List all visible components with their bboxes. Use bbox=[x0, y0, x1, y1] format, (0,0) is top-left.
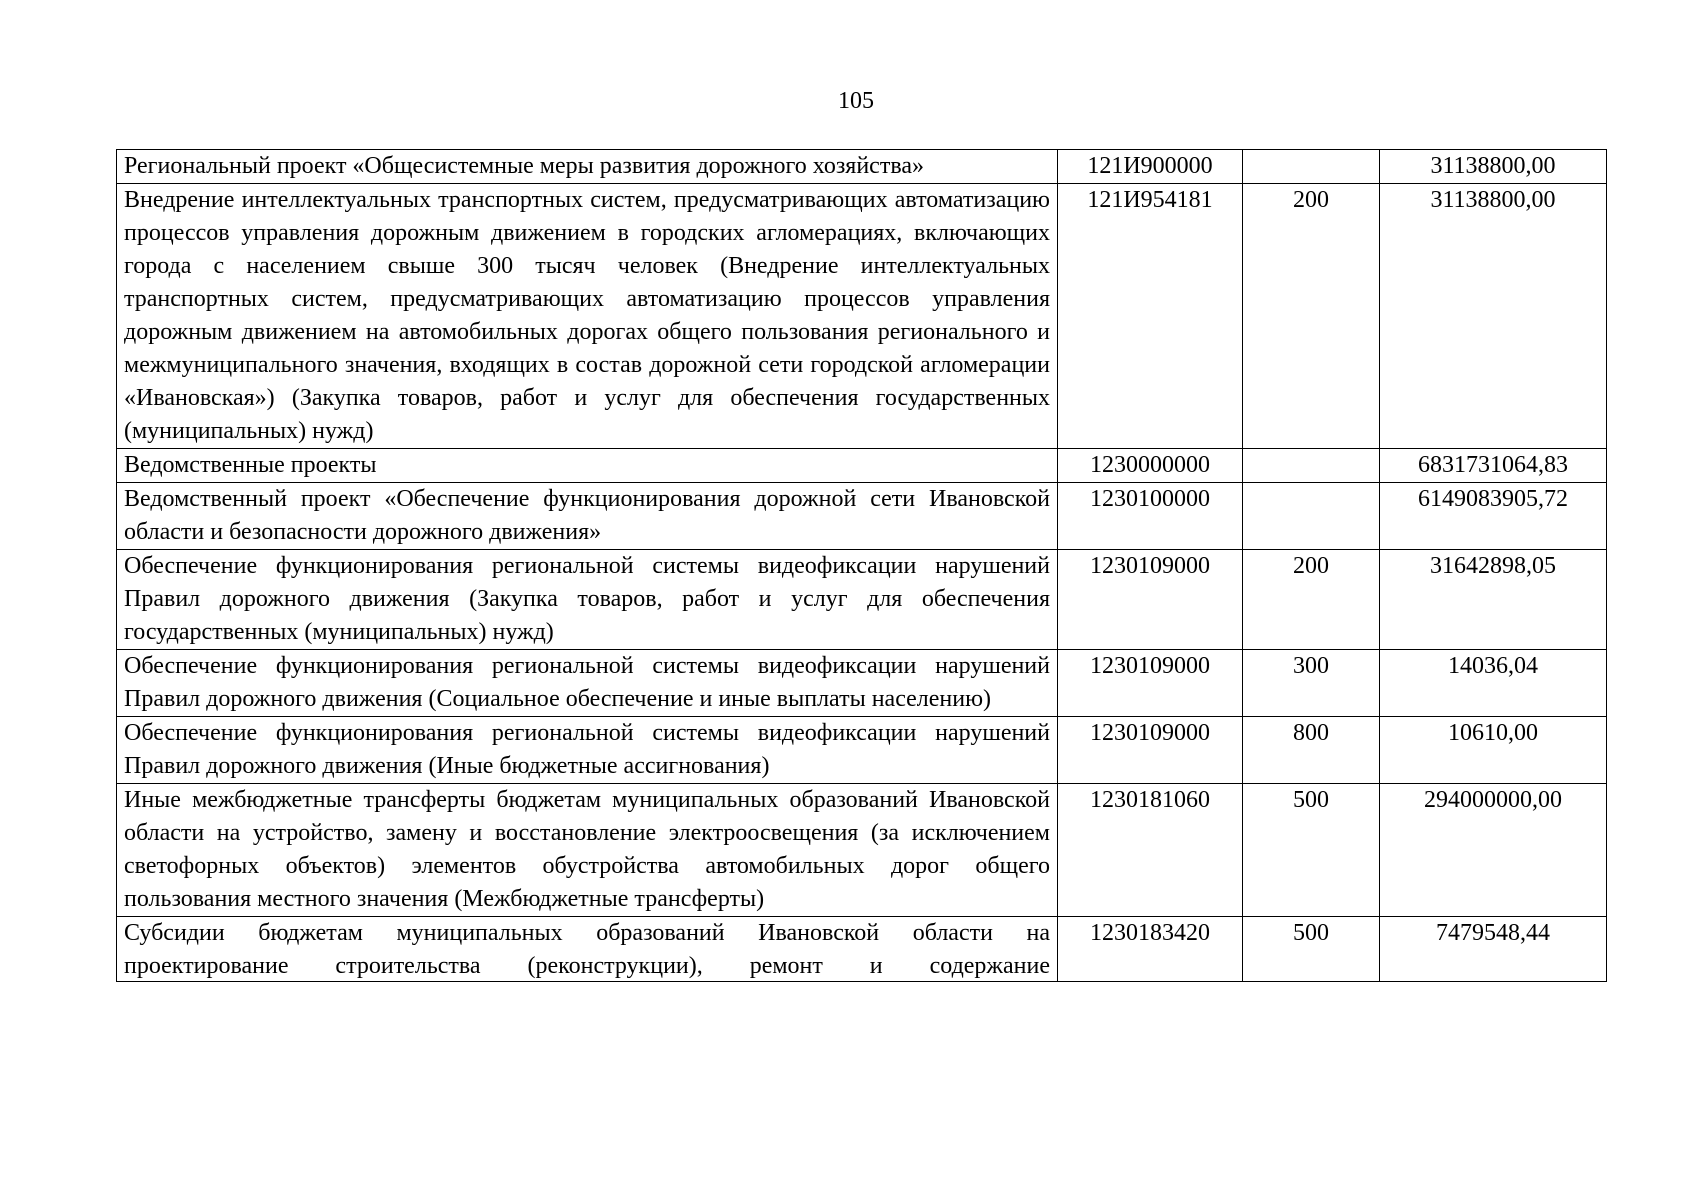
table-row bbox=[117, 150, 1607, 184]
row-name: Обеспечение функционирования региональной системы видеофиксации нарушений Правил дорожного движения (Социальное обеспечение и иные выплаты населению) bbox=[117, 650, 1058, 717]
row-amount: 10610,00 bbox=[1380, 717, 1607, 784]
row-name: Внедрение интеллектуальных транспортных систем, предусматривающих автоматизацию процессов управления дорожным движением в городских агломерациях, включающих города с населением свыше 300 тысяч человек (Внедрение интеллектуальных транспортных систем, предусматривающих автоматизацию процессов управления дорожным движением на автомобильных дорогах общего пользования регионального и межмуниципального значения, входящих в состав дорожной сети городской агломерации «Ивановская») (Закупка товаров, работ и услуг для обеспечения государственных (муниципальных) нужд) bbox=[117, 184, 1058, 449]
row-amount: 294000000,00 bbox=[1380, 784, 1607, 917]
budget-table bbox=[116, 149, 1607, 982]
row-expense-type: 300 bbox=[1243, 650, 1380, 717]
page-number: 105 bbox=[838, 88, 874, 114]
row-expense-type bbox=[1243, 483, 1380, 550]
row-code: 1230109000 bbox=[1058, 550, 1243, 650]
row-code: 1230181060 bbox=[1058, 784, 1243, 917]
table-row bbox=[117, 184, 1607, 449]
row-code: 1230109000 bbox=[1058, 650, 1243, 717]
row-name: Ведомственные проекты bbox=[117, 449, 1058, 483]
row-amount: 6831731064,83 bbox=[1380, 449, 1607, 483]
row-name: Субсидии бюджетам муниципальных образований Ивановской области на проектирование строительства (реконструкции), ремонт и содержание bbox=[124, 920, 1050, 979]
table-row bbox=[117, 917, 1607, 982]
row-expense-type bbox=[1243, 150, 1380, 184]
row-code: 1230000000 bbox=[1058, 449, 1243, 483]
row-amount: 14036,04 bbox=[1380, 650, 1607, 717]
row-expense-type: 500 bbox=[1243, 784, 1380, 917]
table-row bbox=[117, 550, 1607, 650]
row-code: 1230183420 bbox=[1058, 917, 1243, 982]
row-name-cell bbox=[117, 917, 1058, 982]
row-amount: 31138800,00 bbox=[1380, 184, 1607, 449]
row-code: 1230100000 bbox=[1058, 483, 1243, 550]
row-name: Обеспечение функционирования региональной системы видеофиксации нарушений Правил дорожного движения (Иные бюджетные ассигнования) bbox=[117, 717, 1058, 784]
table-row bbox=[117, 449, 1607, 483]
row-name: Иные межбюджетные трансферты бюджетам муниципальных образований Ивановской области на устройство, замену и восстановление электроосвещения (за исключением светофорных объектов) элементов обустройства автомобильных дорог общего пользования местного значения (Межбюджетные трансферты) bbox=[117, 784, 1058, 917]
row-expense-type: 200 bbox=[1243, 550, 1380, 650]
row-expense-type: 500 bbox=[1243, 917, 1380, 982]
row-name: Региональный проект «Общесистемные меры развития дорожного хозяйства» bbox=[117, 150, 1058, 184]
row-amount: 7479548,44 bbox=[1380, 917, 1607, 982]
row-code: 1230109000 bbox=[1058, 717, 1243, 784]
row-name: Обеспечение функционирования региональной системы видеофиксации нарушений Правил дорожного движения (Закупка товаров, работ и услуг для обеспечения государственных (муниципальных) нужд) bbox=[117, 550, 1058, 650]
table-row bbox=[117, 483, 1607, 550]
table-row bbox=[117, 717, 1607, 784]
row-name: Ведомственный проект «Обеспечение функционирования дорожной сети Ивановской области и безопасности дорожного движения» bbox=[117, 483, 1058, 550]
row-amount: 31138800,00 bbox=[1380, 150, 1607, 184]
row-code: 121И900000 bbox=[1058, 150, 1243, 184]
table-row bbox=[117, 650, 1607, 717]
row-expense-type: 800 bbox=[1243, 717, 1380, 784]
row-amount: 31642898,05 bbox=[1380, 550, 1607, 650]
row-expense-type: 200 bbox=[1243, 184, 1380, 449]
row-expense-type bbox=[1243, 449, 1380, 483]
table-row bbox=[117, 784, 1607, 917]
row-code: 121И954181 bbox=[1058, 184, 1243, 449]
row-amount: 6149083905,72 bbox=[1380, 483, 1607, 550]
